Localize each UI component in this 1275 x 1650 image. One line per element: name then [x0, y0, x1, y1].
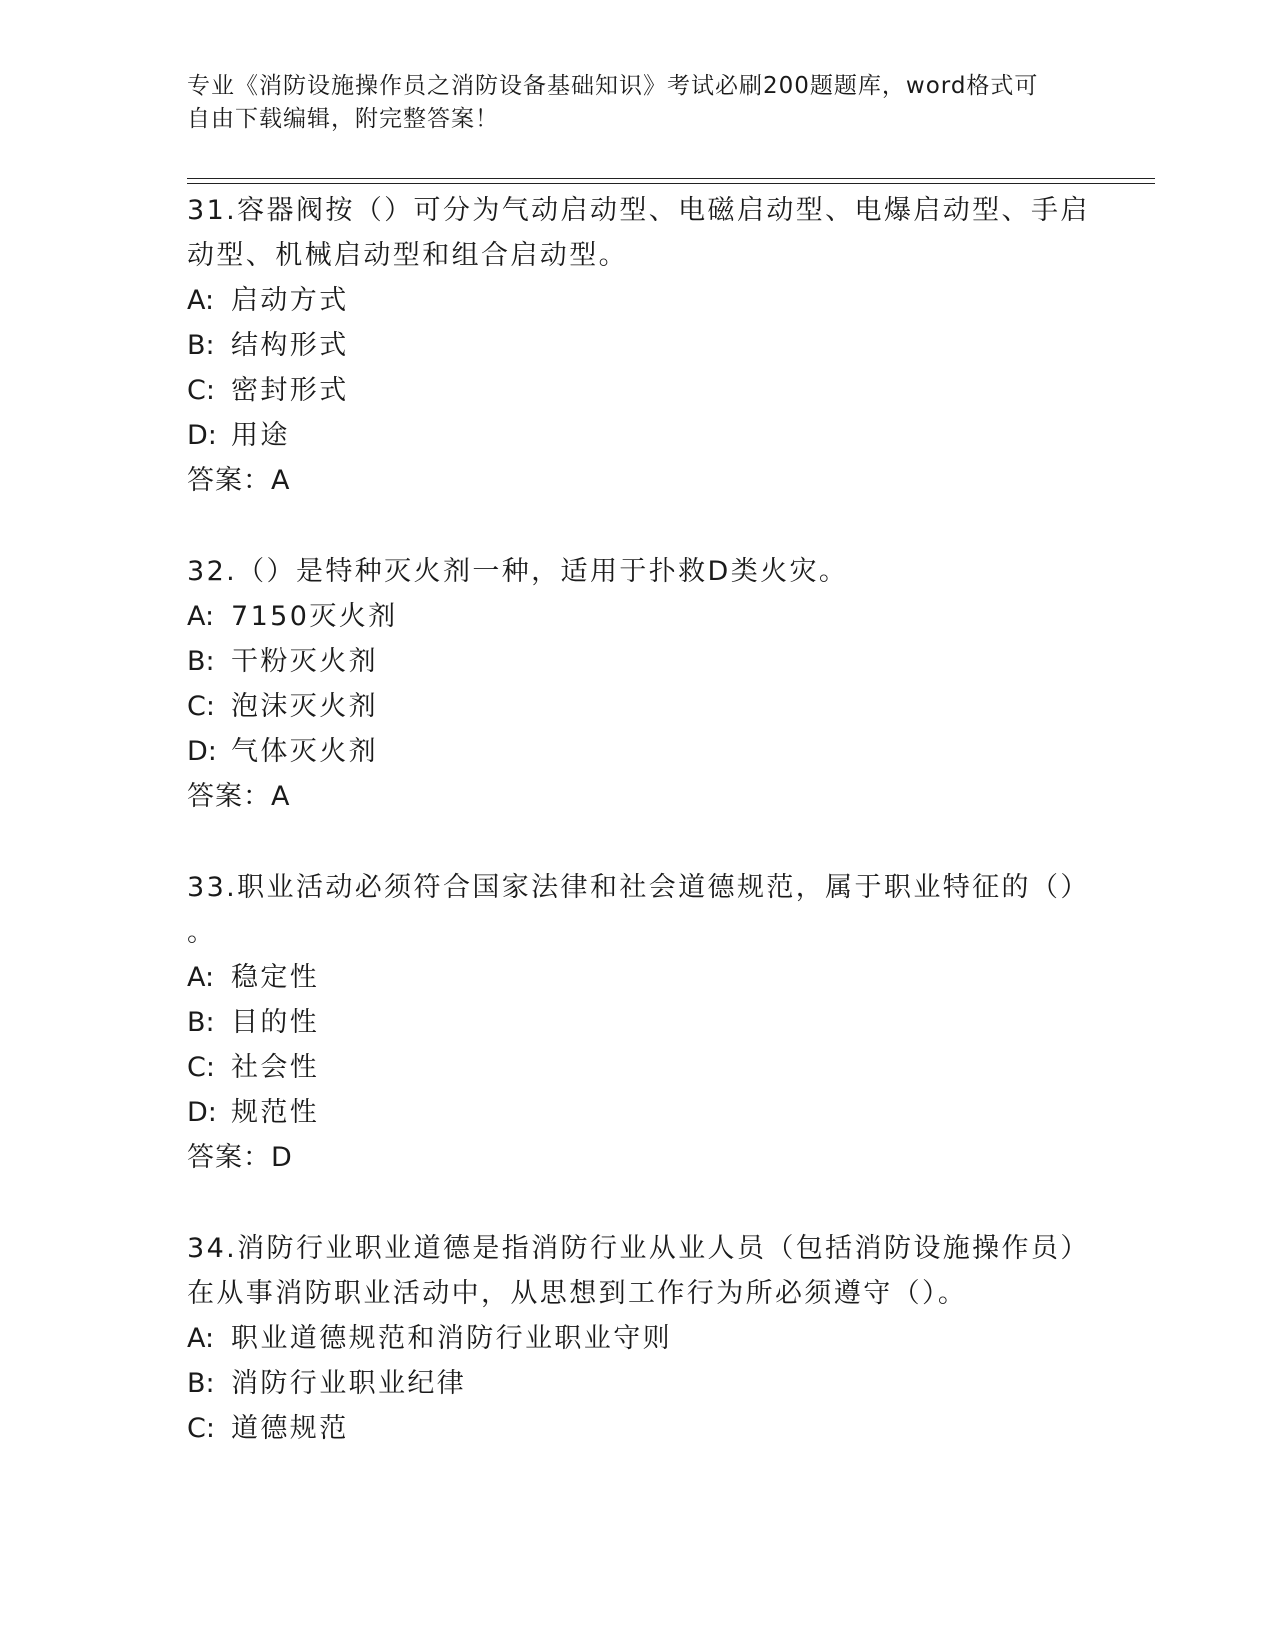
document-header: [187, 70, 1067, 136]
option-a: [187, 1316, 1087, 1361]
option-text: 泡沫灭火剂: [231, 691, 378, 722]
option-text: 规范性: [231, 1097, 320, 1128]
option-text: 社会性: [231, 1052, 320, 1083]
option-c: [187, 684, 1087, 729]
option-label: A:: [187, 285, 215, 316]
option-text: 7150灭火剂: [231, 601, 398, 632]
option-text: 干粉灭火剂: [231, 646, 378, 677]
header-rule-top: [187, 178, 1155, 179]
header-line-1: 专业《消防设施操作员之消防设备基础知识》考试必刷200题题库，word格式可: [187, 73, 1039, 99]
option-label: D:: [187, 420, 217, 451]
option-a: [187, 955, 1087, 1000]
option-c: [187, 1045, 1087, 1090]
question-text-line: 动型、机械启动型和组合启动型。: [187, 240, 628, 271]
option-label: B:: [187, 330, 215, 361]
option-text: 气体灭火剂: [231, 736, 378, 767]
question-text-line: 32.（）是特种灭火剂一种，适用于扑救D类火灾。: [187, 556, 849, 587]
header-rule-bottom: [187, 183, 1155, 184]
option-text: 道德规范: [231, 1413, 349, 1444]
option-b: [187, 1000, 1087, 1045]
question-text-line: 31.容器阀按（）可分为气动启动型、电磁启动型、电爆启动型、手启: [187, 195, 1090, 226]
option-text: 用途: [231, 420, 290, 451]
option-label: D:: [187, 736, 217, 767]
answer: 答案：D: [187, 1142, 293, 1173]
option-label: C:: [187, 1052, 215, 1083]
option-label: D:: [187, 1097, 217, 1128]
question-text-line: 33.职业活动必须符合国家法律和社会道德规范，属于职业特征的（）: [187, 872, 1090, 903]
option-label: B:: [187, 1368, 215, 1399]
question-list: [187, 188, 1090, 1451]
option-text: 结构形式: [231, 330, 349, 361]
option-label: C:: [187, 375, 215, 406]
option-label: B:: [187, 1007, 215, 1038]
answer: 答案：A: [187, 781, 291, 812]
question-text-line: 。: [187, 917, 217, 948]
option-a: [187, 594, 1087, 639]
question-text-line: 在从事消防职业活动中，从思想到工作行为所必须遵守（）。: [187, 1278, 968, 1309]
option-c: [187, 1406, 1087, 1451]
option-label: C:: [187, 1413, 215, 1444]
question-33: [187, 865, 1090, 1180]
option-b: [187, 639, 1087, 684]
option-label: A:: [187, 1323, 215, 1354]
question-34: [187, 1226, 1090, 1451]
option-text: 消防行业职业纪律: [231, 1368, 467, 1399]
option-label: C:: [187, 691, 215, 722]
header-line-2: 自由下载编辑，附完整答案！: [187, 106, 499, 132]
option-text: 密封形式: [231, 375, 349, 406]
question-text-line: 34.消防行业职业道德是指消防行业从业人员（包括消防设施操作员）: [187, 1233, 1090, 1264]
option-text: 稳定性: [231, 962, 320, 993]
option-a: [187, 278, 1087, 323]
option-text: 启动方式: [231, 285, 349, 316]
option-label: B:: [187, 646, 215, 677]
option-d: [187, 1090, 1087, 1135]
option-label: A:: [187, 601, 215, 632]
option-label: A:: [187, 962, 215, 993]
option-b: [187, 323, 1087, 368]
option-b: [187, 1361, 1087, 1406]
question-31: [187, 188, 1090, 503]
answer: 答案：A: [187, 465, 291, 496]
option-c: [187, 368, 1087, 413]
question-32: [187, 549, 1087, 819]
option-d: [187, 413, 1087, 458]
option-text: 目的性: [231, 1007, 320, 1038]
option-text: 职业道德规范和消防行业职业守则: [231, 1323, 672, 1354]
option-d: [187, 729, 1087, 774]
